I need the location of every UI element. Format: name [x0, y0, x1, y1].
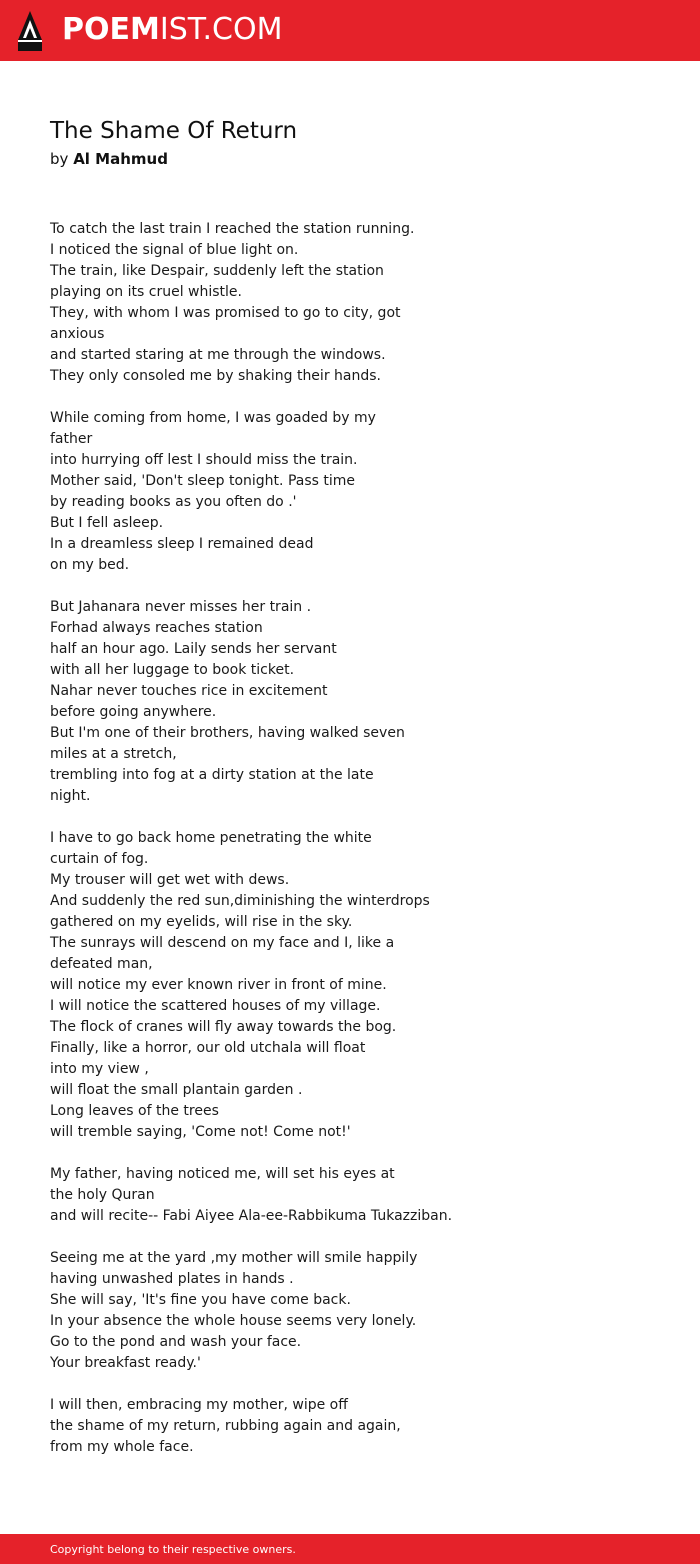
- poem-line: on my bed.: [50, 557, 130, 573]
- poem-line: In your absence the whole house seems very lonely.: [50, 1313, 417, 1329]
- author-name[interactable]: Al Mahmud: [73, 150, 168, 168]
- poem-line: The sunrays will descend on my face and I, like a: [50, 935, 395, 951]
- poem-line: In a dreamless sleep I remained dead: [50, 536, 314, 552]
- poem-line: They, with whom I was promised to go to city, got: [50, 305, 401, 321]
- poem-line: with all her luggage to book ticket.: [50, 662, 295, 678]
- poem-line: Long leaves of the trees: [50, 1103, 219, 1119]
- poem-line: Finally, like a horror, our old utchala will float: [50, 1040, 366, 1056]
- poem-line: Your breakfast ready.': [50, 1355, 201, 1371]
- poem-line: But Jahanara never misses her train .: [50, 599, 312, 615]
- poem-line: the shame of my return, rubbing again and again,: [50, 1418, 401, 1434]
- logo-light-text: IST.COM: [159, 12, 283, 47]
- poem-line: father: [50, 431, 93, 447]
- poem-line: half an hour ago. Laily sends her servant: [50, 641, 337, 657]
- poem-line: The flock of cranes will fly away towards the bog.: [50, 1019, 397, 1035]
- site-footer: [0, 1534, 700, 1564]
- poem-line: anxious: [50, 326, 105, 342]
- poem-line: To catch the last train I reached the station running.: [50, 221, 415, 237]
- poem-line: having unwashed plates in hands .: [50, 1271, 294, 1287]
- copyright-text: Copyright belong to their respective owners.: [50, 1543, 296, 1556]
- poem-line: Nahar never touches rice in excitement: [50, 683, 328, 699]
- poem-line: The train, like Despair, suddenly left the station: [50, 263, 384, 279]
- poem-line: I will then, embracing my mother, wipe off: [50, 1397, 348, 1413]
- poem-line: by reading books as you often do .': [50, 494, 297, 510]
- poem-line: But I'm one of their brothers, having walked seven: [50, 725, 405, 741]
- poem-line: But I fell asleep.: [50, 515, 164, 531]
- poem-line: I have to go back home penetrating the white: [50, 830, 372, 846]
- poem-line: My father, having noticed me, will set his eyes at: [50, 1166, 395, 1182]
- poem-line: trembling into fog at a dirty station at the late: [50, 767, 374, 783]
- poem-line: My trouser will get wet with dews.: [50, 872, 290, 888]
- poem-line: will tremble saying, 'Come not! Come not!': [50, 1124, 351, 1140]
- poem-line: playing on its cruel whistle.: [50, 284, 242, 300]
- stanza: [50, 408, 650, 576]
- poem-line: miles at a stretch,: [50, 746, 177, 762]
- poem-line: night.: [50, 788, 91, 804]
- poem-line: from my whole face.: [50, 1439, 194, 1455]
- site-logo[interactable]: [62, 12, 282, 48]
- poem-line: will notice my ever known river in front of mine.: [50, 977, 387, 993]
- site-header: [0, 0, 700, 61]
- stanza: [50, 1395, 650, 1458]
- stanza: [50, 1248, 650, 1374]
- poem-line: the holy Quran: [50, 1187, 155, 1203]
- poem-line: and will recite-- Fabi Aiyee Ala-ee-Rabbikuma Tukazziban.: [50, 1208, 453, 1224]
- poem-body: [50, 219, 650, 1479]
- poem-line: Forhad always reaches station: [50, 620, 263, 636]
- poem-line: She will say, 'It's fine you have come back.: [50, 1292, 351, 1308]
- poem-line: curtain of fog.: [50, 851, 149, 867]
- poem-line: before going anywhere.: [50, 704, 217, 720]
- poem-title: The Shame Of Return: [50, 118, 298, 144]
- poem-line: And suddenly the red sun,diminishing the winterdrops: [50, 893, 430, 909]
- pencil-tip-icon[interactable]: [17, 10, 43, 52]
- poem-line: Seeing me at the yard ,my mother will smile happily: [50, 1250, 418, 1266]
- poem-line: gathered on my eyelids, will rise in the sky.: [50, 914, 353, 930]
- poem-line: I will notice the scattered houses of my village.: [50, 998, 381, 1014]
- poem-line: Mother said, 'Don't sleep tonight. Pass time: [50, 473, 356, 489]
- byline-prefix: by: [50, 150, 69, 168]
- stanza: [50, 1164, 650, 1227]
- poem-line: They only consoled me by shaking their hands.: [50, 368, 381, 384]
- logo-bold-text: POEM: [62, 12, 160, 47]
- poem-line: into my view ,: [50, 1061, 149, 1077]
- poem-line: will float the small plantain garden .: [50, 1082, 303, 1098]
- poem-line: Go to the pond and wash your face.: [50, 1334, 302, 1350]
- stanza: [50, 597, 650, 807]
- poem-line: and started staring at me through the windows.: [50, 347, 386, 363]
- byline: [50, 148, 168, 170]
- poem-line: While coming from home, I was goaded by my: [50, 410, 376, 426]
- stanza: [50, 219, 650, 387]
- poem-line: into hurrying off lest I should miss the train.: [50, 452, 358, 468]
- stanza: [50, 828, 650, 1143]
- poem-line: defeated man,: [50, 956, 153, 972]
- poem-line: I noticed the signal of blue light on.: [50, 242, 299, 258]
